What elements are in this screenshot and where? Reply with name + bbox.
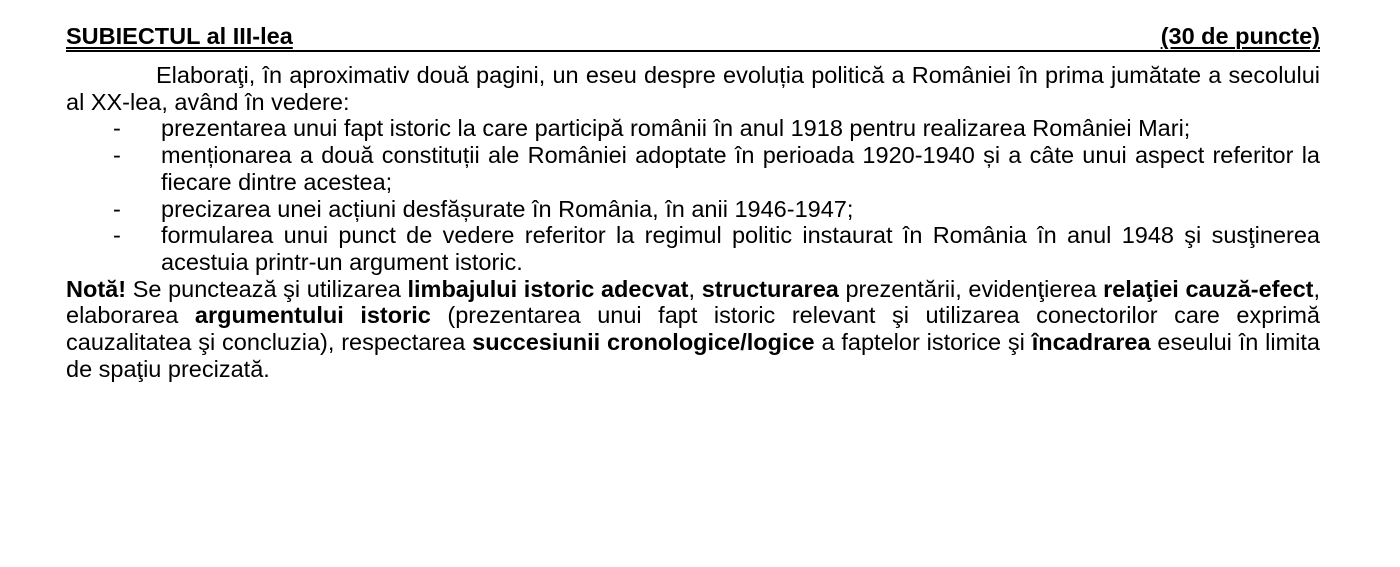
list-item-text: prezentarea unui fapt istoric la care participă românii în anul 1918 pentru realizarea României Mari; bbox=[161, 115, 1191, 142]
list-dash: - bbox=[113, 195, 121, 222]
list-item-text: formularea unui punct de vedere referitor la regimul politic instaurat în România în anul 1948 şi susţinerea acestuia printr-un argument istoric. bbox=[161, 222, 1320, 275]
note-paragraph bbox=[66, 276, 1320, 383]
note-bold-term: succesiunii cronologice/logice bbox=[472, 329, 815, 356]
note-text: prezentării, evidenţierea bbox=[838, 275, 1104, 302]
note-text: a faptelor istorice şi bbox=[814, 329, 1032, 356]
note-label: Notă! bbox=[66, 275, 127, 302]
intro-paragraph: Elaboraţi, în aproximativ două pagini, un eseu despre evoluția politică a României în prima jumătate a secolului al XX-lea, având în vedere: bbox=[66, 62, 1320, 115]
section-points: (30 de puncte) bbox=[1160, 23, 1320, 50]
list-item-text: menționarea a două constituții ale României adoptate în perioada 1920-1940 și a câte unui aspect referitor la fiecare dintre acestea; bbox=[161, 142, 1320, 195]
list-item bbox=[66, 142, 1320, 195]
section-header bbox=[66, 20, 1320, 52]
note-bold-term: structurarea bbox=[701, 275, 839, 302]
list-dash: - bbox=[113, 115, 121, 142]
document-page bbox=[66, 20, 1320, 382]
list-item bbox=[66, 115, 1320, 142]
list-dash: - bbox=[113, 142, 121, 169]
note-bold-term: limbajului istoric adecvat bbox=[407, 275, 689, 302]
note-text: (prezentarea unui fapt istoric relevant şi utilizarea conectorilor care exprimă cauzalitatea şi concluzia), respectarea bbox=[66, 302, 1321, 356]
note-text: , bbox=[688, 275, 702, 302]
list-item-text: precizarea unei acțiuni desfășurate în România, în anii 1946-1947; bbox=[161, 195, 854, 222]
note-text: Se punctează şi utilizarea bbox=[126, 275, 408, 302]
list-item bbox=[66, 196, 1320, 223]
note-bold-term: încadrarea bbox=[1031, 329, 1151, 356]
list-dash: - bbox=[113, 222, 121, 249]
list-item bbox=[66, 222, 1320, 275]
note-text: , elaborarea bbox=[66, 275, 1321, 329]
requirements-list bbox=[66, 115, 1320, 275]
note-bold-term: relaţiei cauză-efect bbox=[1103, 275, 1314, 302]
note-text: eseului în limita de spaţiu precizată. bbox=[66, 329, 1320, 382]
note-bold-term: argumentului istoric bbox=[194, 302, 431, 329]
section-title: SUBIECTUL al III-lea bbox=[66, 23, 293, 50]
